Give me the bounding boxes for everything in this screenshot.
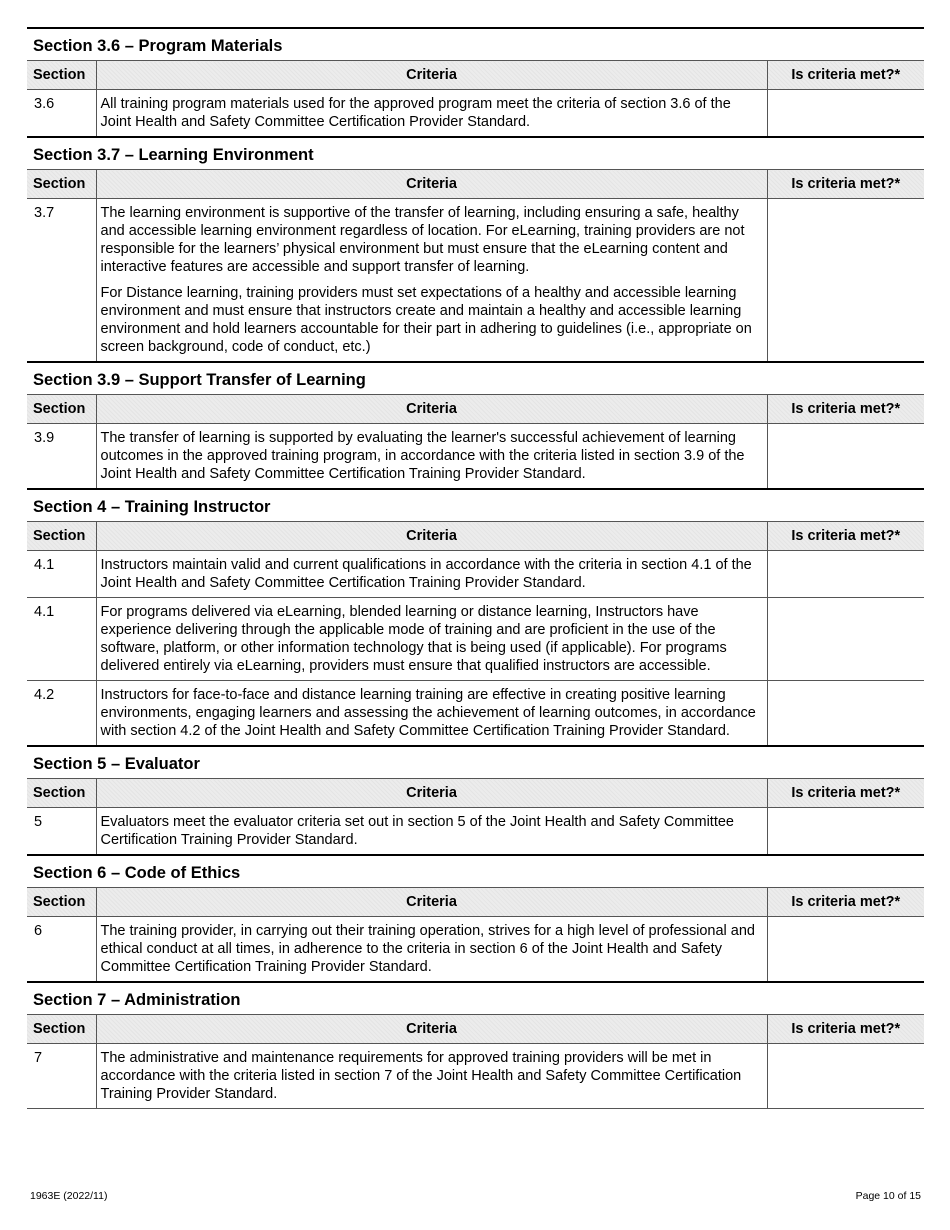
criteria-cell: [96, 551, 767, 598]
criteria-met-column-header: Is criteria met?*: [767, 61, 924, 90]
criteria-text: For programs delivered via eLearning, blended learning or distance learning, Instructors have experience delivering through the applicable mode of training and are proficient in the use of the software, platform, or other information technology that is being used (if applicable). For programs delivered entirely via eLearning, providers must ensure that qualified instructors are accessible.: [100, 604, 727, 674]
criteria-met-cell[interactable]: [767, 681, 924, 746]
table-header-row: [27, 888, 924, 917]
criteria-met-column-header: Is criteria met?*: [767, 779, 924, 808]
criteria-text: The training provider, in carrying out their training operation, strives for a high level of professional and ethical conduct at all times, in adherence to the criteria in section 6 of the Joint Health and Safety Committee Certification Training Provider Standard.: [100, 923, 755, 975]
criteria-table: [27, 778, 924, 854]
closing-rule: [27, 1108, 924, 1109]
section-column-header: Section: [27, 395, 96, 424]
table-row: [27, 681, 924, 746]
criteria-column-header: Criteria: [96, 779, 767, 808]
table-header-row: [27, 1015, 924, 1044]
criteria-met-column-header: Is criteria met?*: [767, 170, 924, 199]
criteria-text: The learning environment is supportive of the transfer of learning, including ensuring a safe, healthy and accessible learning environment regardless of location. For eLearning, training providers are not responsible for the learners’ physical environment but must ensure that the eLearning content and interactive features are accessible and support transfer of learning.: [100, 205, 745, 275]
section-column-header: Section: [27, 170, 96, 199]
form-number: 1963E (2022/11): [30, 1190, 108, 1202]
criteria-table: [27, 60, 924, 136]
section-number: 6: [27, 917, 96, 982]
criteria-column-header: Criteria: [96, 1015, 767, 1044]
criteria-text: Evaluators meet the evaluator criteria set out in section 5 of the Joint Health and Safety Committee Certification Training Provider Standard.: [100, 814, 734, 848]
criteria-section: [27, 854, 924, 981]
section-column-header: Section: [27, 888, 96, 917]
criteria-column-header: Criteria: [96, 522, 767, 551]
section-number: 3.9: [27, 424, 96, 489]
criteria-cell: [96, 681, 767, 746]
criteria-met-cell[interactable]: [767, 598, 924, 681]
criteria-cell: [96, 917, 767, 982]
criteria-text: The transfer of learning is supported by evaluating the learner's successful achievement of learning outcomes in the approved training program, in accordance with the criteria listed in section 3.9 of the Joint Health and Safety Committee Certification Training Provider Standard.: [100, 430, 745, 482]
section-title: Section 3.9 – Support Transfer of Learning: [33, 371, 366, 389]
section-title: Section 3.7 – Learning Environment: [33, 146, 314, 164]
criteria-table: [27, 169, 924, 361]
table-row: [27, 90, 924, 137]
criteria-met-cell[interactable]: [767, 551, 924, 598]
table-row: [27, 598, 924, 681]
criteria-met-column-header: Is criteria met?*: [767, 1015, 924, 1044]
section-column-header: Section: [27, 522, 96, 551]
criteria-table: [27, 394, 924, 488]
criteria-text: All training program materials used for the approved program meet the criteria of section 3.6 of the Joint Health and Safety Committee Certification Provider Standard.: [100, 96, 731, 130]
criteria-cell: [96, 598, 767, 681]
sections-container: [27, 27, 924, 1108]
table-header-row: [27, 522, 924, 551]
table-header-row: [27, 61, 924, 90]
section-column-header: Section: [27, 61, 96, 90]
criteria-met-cell[interactable]: [767, 199, 924, 362]
criteria-section: [27, 981, 924, 1108]
criteria-table: [27, 887, 924, 981]
criteria-section: [27, 136, 924, 361]
criteria-column-header: Criteria: [96, 395, 767, 424]
table-header-row: [27, 170, 924, 199]
table-row: [27, 199, 924, 362]
page-number: Page 10 of 15: [855, 1190, 921, 1202]
section-title: Section 3.6 – Program Materials: [33, 37, 283, 55]
table-row: [27, 917, 924, 982]
section-title: Section 7 – Administration: [33, 991, 241, 1009]
criteria-cell: [96, 424, 767, 489]
section-title: Section 4 – Training Instructor: [33, 498, 271, 516]
criteria-met-column-header: Is criteria met?*: [767, 395, 924, 424]
table-header-row: [27, 779, 924, 808]
section-column-header: Section: [27, 779, 96, 808]
criteria-text: Instructors maintain valid and current qualifications in accordance with the criteria in section 4.1 of the Joint Health and Safety Committee Certification Training Provider Standard.: [100, 557, 752, 591]
section-number: 7: [27, 1044, 96, 1109]
criteria-column-header: Criteria: [96, 170, 767, 199]
criteria-met-column-header: Is criteria met?*: [767, 522, 924, 551]
criteria-met-cell[interactable]: [767, 424, 924, 489]
criteria-cell: [96, 1044, 767, 1109]
table-row: [27, 424, 924, 489]
criteria-column-header: Criteria: [96, 888, 767, 917]
criteria-met-cell[interactable]: [767, 808, 924, 855]
criteria-cell: [96, 808, 767, 855]
criteria-cell: [96, 90, 767, 137]
section-number: 4.1: [27, 598, 96, 681]
section-number: 3.6: [27, 90, 96, 137]
criteria-section: [27, 361, 924, 488]
criteria-met-cell[interactable]: [767, 90, 924, 137]
criteria-table: [27, 521, 924, 745]
criteria-text: Instructors for face-to-face and distance learning training are effective in creating positive learning environments, engaging learners and assessing the achievement of learning outcomes, in accordance with section 4.2 of the Joint Health and Safety Committee Certification Training Provider Standard.: [100, 687, 756, 739]
section-number: 4.1: [27, 551, 96, 598]
criteria-section: [27, 488, 924, 745]
criteria-cell: [96, 199, 767, 362]
section-number: 3.7: [27, 199, 96, 362]
document-page: [27, 27, 924, 1109]
criteria-table: [27, 1014, 924, 1108]
criteria-text: For Distance learning, training providers must set expectations of a healthy and accessible learning environment and must ensure that instructors create and maintain a healthy and accessible learning environment and hold learners accountable for their part in adhering to guidelines (i.e., appropriate on screen background, code of conduct, etc.): [100, 285, 752, 355]
section-title: Section 6 – Code of Ethics: [33, 864, 241, 882]
section-number: 5: [27, 808, 96, 855]
section-title: Section 5 – Evaluator: [33, 755, 200, 773]
criteria-section: [27, 745, 924, 854]
section-number: 4.2: [27, 681, 96, 746]
criteria-text: The administrative and maintenance requirements for approved training providers will be met in accordance with the criteria listed in section 7 of the Joint Health and Safety Committee Certification Training Provider Standard.: [100, 1050, 742, 1102]
criteria-met-column-header: Is criteria met?*: [767, 888, 924, 917]
section-column-header: Section: [27, 1015, 96, 1044]
criteria-section: [27, 27, 924, 136]
criteria-met-cell[interactable]: [767, 1044, 924, 1109]
table-row: [27, 551, 924, 598]
table-row: [27, 808, 924, 855]
criteria-met-cell[interactable]: [767, 917, 924, 982]
table-row: [27, 1044, 924, 1109]
criteria-column-header: Criteria: [96, 61, 767, 90]
table-header-row: [27, 395, 924, 424]
